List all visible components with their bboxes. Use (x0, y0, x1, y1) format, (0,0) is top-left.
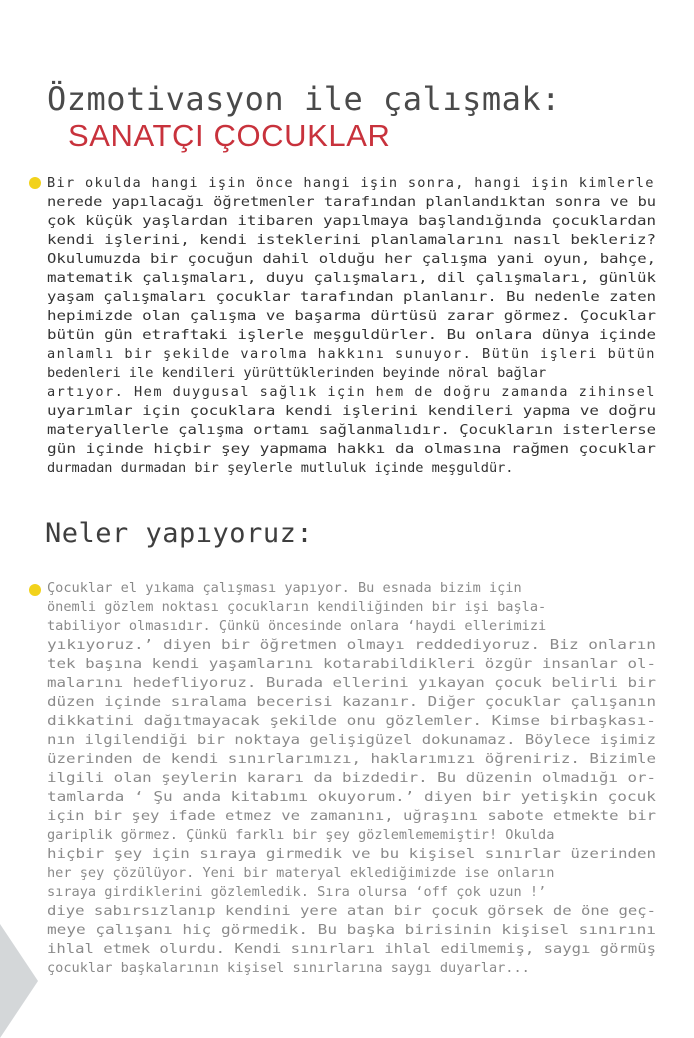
text-line: sıraya girdiklerini gözlemledik. Sıra olursa ‘off çok uzun !’ (47, 884, 547, 900)
text-line: anlamlı bir şekilde varolma hakkını sunuyor. Bütün işleri bütün (47, 346, 656, 362)
text-line: artıyor. Hem duygusal sağlık için hem de doğru zamanda zihinsel (47, 384, 656, 400)
text-line: materyallerle çalışma ortamı sağlanmalıdır. Çocukların isterlerse (47, 422, 656, 438)
text-line: üzerinden de kendi sınırlarımızı, haklarımızı öğreniriz. Bizimle (47, 751, 657, 767)
body-paragraph (47, 579, 656, 978)
text-line: dikkatini dağıtmayacak şekilde onu gözlemler. Kimse birbaşkası- (47, 713, 656, 729)
yellow-bullet-icon (29, 584, 41, 596)
text-line: malarını hedefliyoruz. Burada ellerini yıkayan çocuk belirli bir (47, 675, 657, 691)
text-line: kendi işlerini, kendi isteklerini planlamalarını nasıl bekleriz? (47, 232, 657, 248)
text-line: tamlarda ‘ Şu anda kitabımı okuyorum.’ diyen bir yetişkin çocuk (47, 789, 656, 805)
text-line: önemli gözlem noktası çocukların kendiliğinden bir işi başla- (47, 599, 547, 615)
text-line: yıkıyoruz.’ diyen bir öğretmen olmayı reddediyoruz. Biz onların (47, 637, 656, 653)
text-line: Bir okulda hangi işin önce hangi işin sonra, hangi işin kimlerle (47, 175, 655, 191)
text-line: Çocuklar el yıkama çalışması yapıyor. Bu esnada bizim için (47, 580, 522, 596)
text-line: gün içinde hiçbir şey yapmama hakkı da olmasına rağmen çocuklar (47, 441, 656, 457)
text-line: için bir şey ifade etmez ve zamanını, uğraşını sabote etmekte bir (47, 808, 656, 824)
gray-triangle-decoration (0, 924, 38, 1038)
text-line: yaşam çalışmaları çocuklar tarafından planlanır. Bu nedenle zaten (47, 289, 656, 305)
text-line: her şey çözülüyor. Yeni bir materyal eklediğimizde ise onların (47, 865, 555, 881)
page-subtitle: SANATÇI ÇOCUKLAR (68, 118, 391, 153)
text-line: ilgili olan şeylerin kararı da bizdedir. Bu düzenin olmadığı or- (47, 770, 657, 786)
intro-paragraph (47, 174, 656, 478)
text-line: nın ilgilendiği bir noktaya gelişigüzel dokunamaz. Böylece işimiz (47, 732, 656, 748)
text-line: matematik çalışmaları, duyu çalışmaları, dil çalışmaları, günlük (47, 270, 657, 286)
text-line: uyarımlar için çocuklara kendi işlerini kendileri yapma ve doğru (47, 403, 657, 419)
text-line: ihlal etmek olurdu. Kendi sınırları ihlal edilmemiş, saygı görmüş (47, 941, 656, 957)
text-line: düzen içinde sıralama becerisi kazanır. Diğer çocuklar çalışanın (47, 694, 657, 710)
text-line: nerede yapılacağı öğretmenler tarafından planlandıktan sonra ve bu (47, 194, 657, 210)
text-line: tabiliyor olmasıdır. Çünkü öncesinde onlara ‘haydi ellerimizi (47, 618, 547, 634)
page-title: Özmotivasyon ile çalışmak: (47, 80, 561, 118)
text-line: gariplik görmez. Çünkü farklı bir şey gözlemlememiştir! Okulda (47, 827, 555, 843)
text-line: çocuklar başkalarının kişisel sınırlarına saygı duyarlar... (47, 960, 530, 976)
text-line: durmadan durmadan bir şeylerle mutluluk içinde meşguldür. (47, 460, 514, 476)
text-line: diye sabırsızlanıp kendini yere atan bir çocuk görsek de öne geç- (47, 903, 656, 919)
text-line: meye çalışanı hiç görmedik. Bu başka birisinin kişisel sınırını (47, 922, 656, 938)
yellow-bullet-icon (29, 177, 41, 189)
text-line: tek başına kendi yaşamlarını kotarabildikleri özgür insanlar ol- (47, 656, 657, 672)
text-line: bütün gün etraftaki işlerle meşguldürler. Bu onlara dünya içinde (47, 327, 657, 343)
section-heading: Neler yapıyoruz: (45, 518, 314, 549)
text-line: bedenleri ile kendileri yürüttüklerinden beyinde nöral bağlar (47, 365, 547, 381)
text-line: Okulumuzda bir çocuğun dahil olduğu her çalışma yani oyun, bahçe, (47, 251, 656, 267)
text-line: hiçbir şey için sıraya girmedik ve bu kişisel sınırlar üzerinden (47, 846, 657, 862)
text-line: hepimizde olan çalışma ve başarma dürtüsü zarar görmez. Çocuklar (47, 308, 657, 324)
text-line: çok küçük yaşlardan itibaren yapılmaya başlandığında çocuklardan (47, 213, 657, 229)
